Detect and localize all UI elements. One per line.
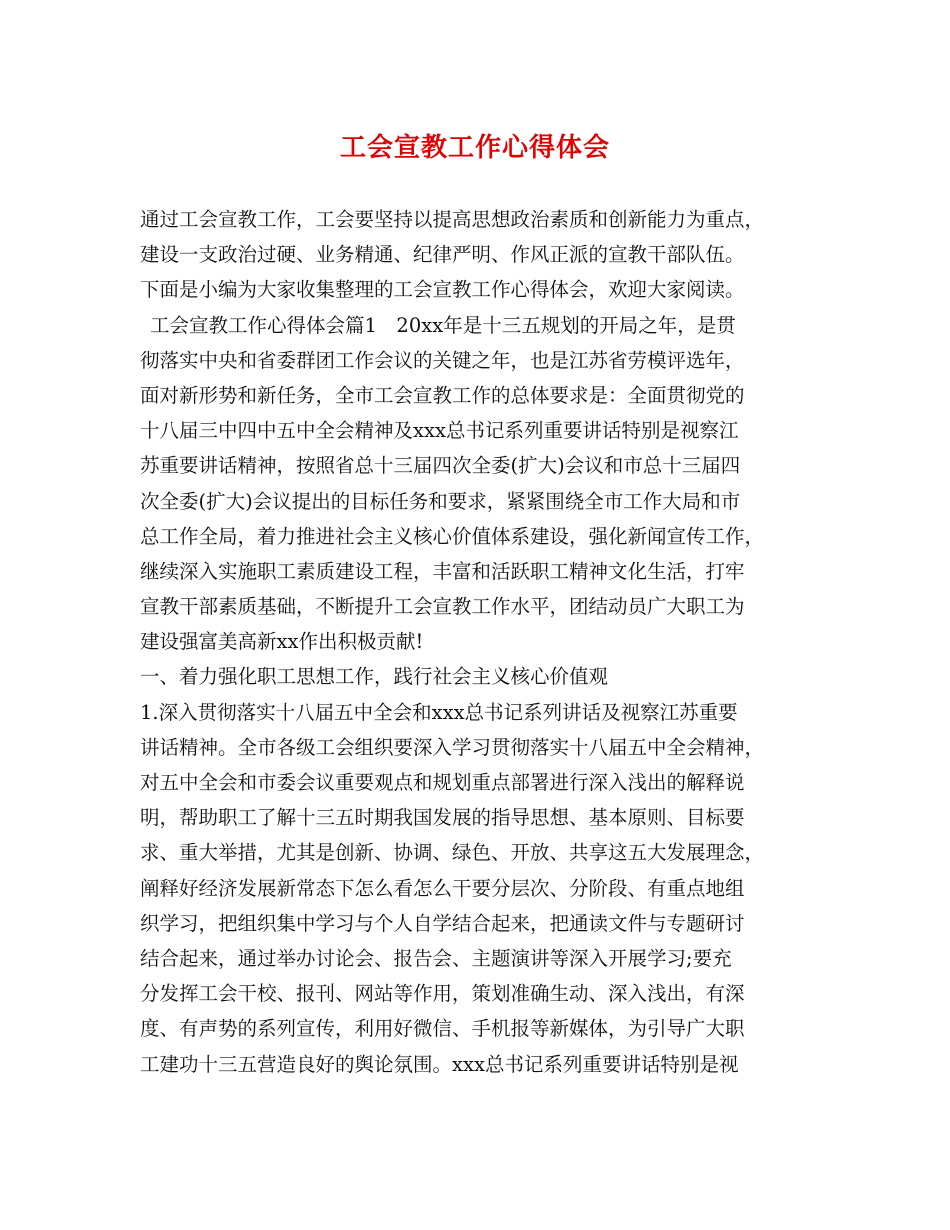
text-line: 下面是小编为大家收集整理的工会宣教工作心得体会，欢迎大家阅读。 <box>140 278 745 302</box>
document-title: 工会宣教工作心得体会 <box>339 133 610 163</box>
text-line: 求、重大举措，尤其是创新、协调、绿色、开放、共享这五大发展理念， <box>140 841 765 865</box>
text-line: 织学习，把组织集中学习与个人自学结合起来，把通读文件与专题研讨 <box>140 911 745 935</box>
text-line: 结合起来，通过举办讨论会、报告会、主题演讲等深入开展学习;要充 <box>140 946 732 970</box>
text-line: 对五中全会和市委会议重要观点和规划重点部署进行深入浅出的解释说 <box>140 771 745 794</box>
section-heading: 一、着力强化职工思想工作，践行社会主义核心价值观 <box>140 665 609 689</box>
text-line: 分发挥工会干校、报刊、网站等作用，策划准确生动、深入浅出，有深 <box>140 982 745 1006</box>
text-line: 1.深入贯彻落实十八届五中全会和xxx总书记系列讲话及视察江苏重要 <box>140 700 738 724</box>
text-line: 宣教干部素质基础，不断提升工会宣教工作水平，团结动员广大职工为 <box>140 595 745 619</box>
text-line: 十八届三中四中五中全会精神及xxx总书记系列重要讲话特别是视察江 <box>140 419 739 443</box>
text-line: 阐释好经济发展新常态下怎么看怎么干要分层次、分阶段、有重点地组 <box>140 876 745 900</box>
text-line: 讲话精神。全市各级工会组织要深入学习贯彻落实十八届五中全会精神， <box>140 735 765 759</box>
text-line: 面对新形势和新任务，全市工会宣教工作的总体要求是：全面贯彻党的 <box>140 383 745 407</box>
text-line: 通过工会宣教工作，工会要坚持以提高思想政治素质和创新能力为重点， <box>140 208 765 231</box>
text-line: 继续深入实施职工素质建设工程，丰富和活跃职工精神文化生活，打牢 <box>140 559 745 583</box>
text-line: 度、有声势的系列宣传，利用好微信、手机报等新媒体，为引导广大职 <box>140 1017 745 1041</box>
text-line: 总工作全局，着力推进社会主义核心价值体系建设，强化新闻宣传工作， <box>140 524 765 548</box>
text-line: 次全委(扩大)会议提出的目标任务和要求，紧紧围绕全市工作大局和市 <box>140 489 741 513</box>
text-line: 苏重要讲话精神，按照省总十三届四次全委(扩大)会议和市总十三届四 <box>140 454 741 478</box>
text-line: 建设强富美高新xx作出积极贡献! <box>140 630 424 654</box>
text-line: 工会宣教工作心得体会篇1 20xx年是十三五规划的开局之年，是贯 <box>150 313 736 337</box>
text-line: 工建功十三五营造良好的舆论氛围。xxx总书记系列重要讲话特别是视 <box>140 1052 739 1076</box>
text-line: 彻落实中央和省委群团工作会议的关键之年，也是江苏省劳模评选年， <box>140 348 745 372</box>
text-line: 建设一支政治过硬、业务精通、纪律严明、作风正派的宣教干部队伍。 <box>140 243 745 267</box>
document-body <box>140 202 830 1082</box>
text-line: 明，帮助职工了解十三五时期我国发展的指导思想、基本原则、目标要 <box>140 806 745 830</box>
